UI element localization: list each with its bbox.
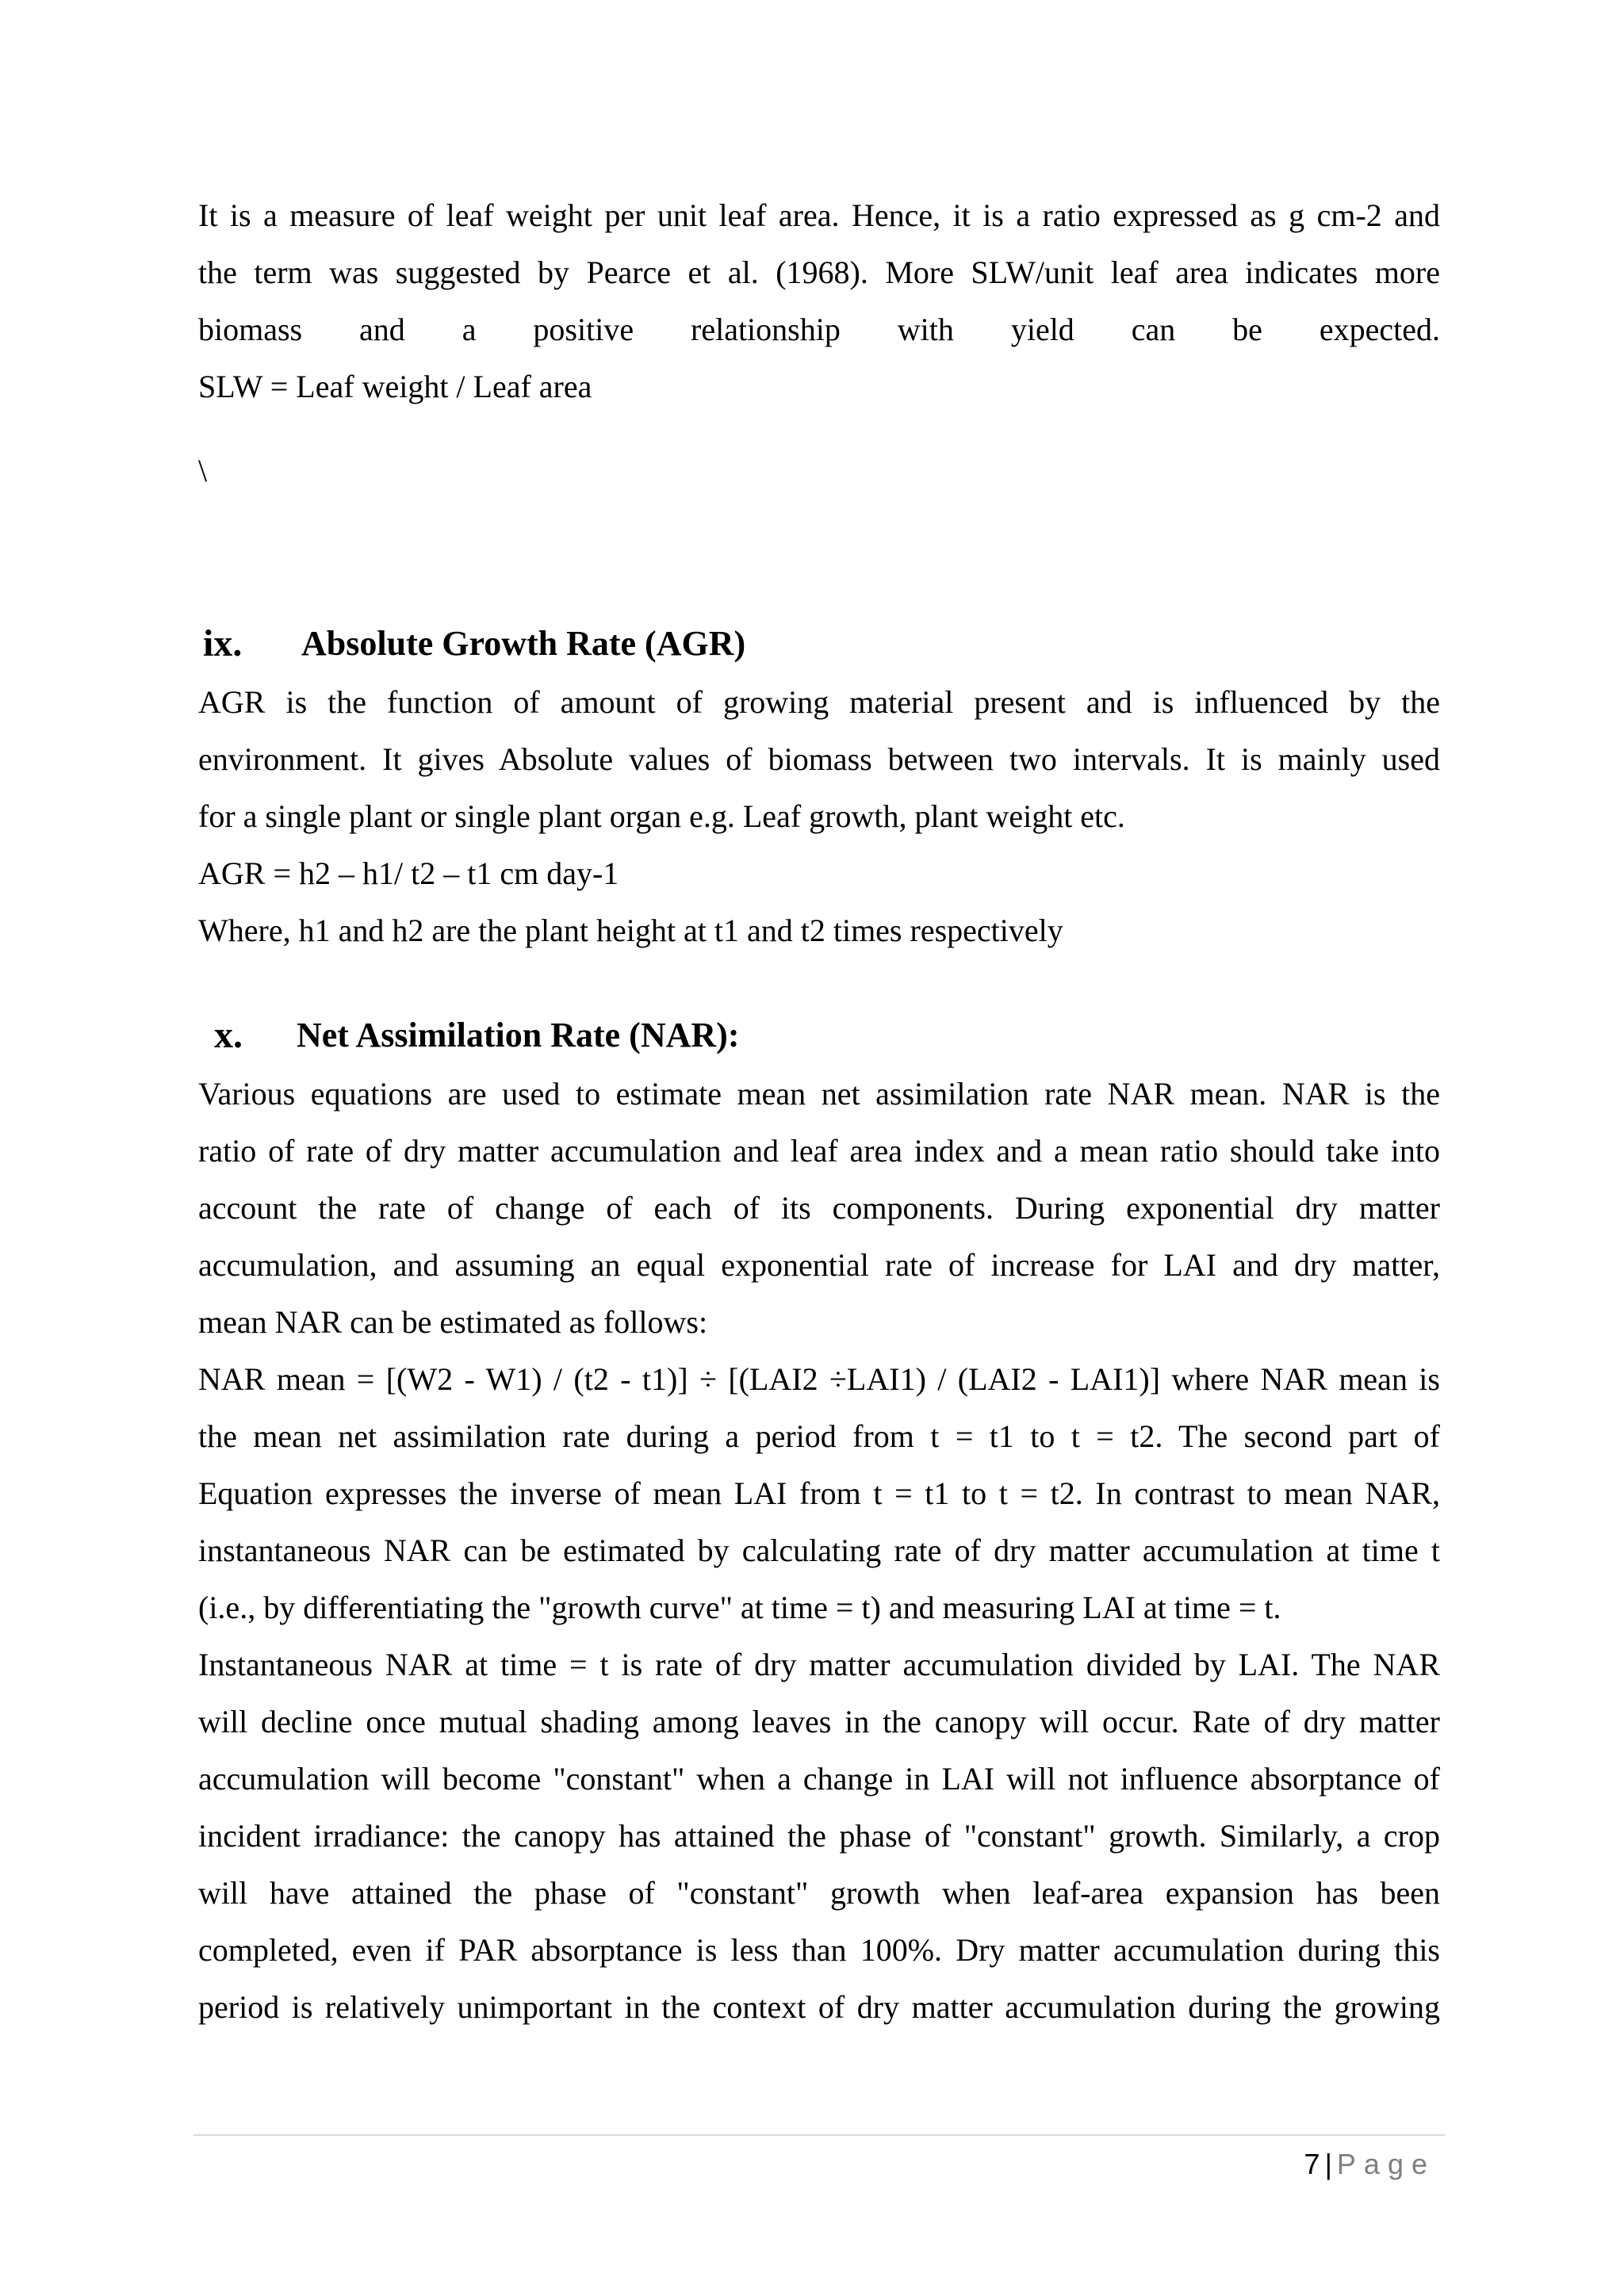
slw-line-1: It is a measure of leaf weight per unit leaf area. Hence, it is a ratio expressed as g cm-2 and <box>198 197 1440 233</box>
slw-line-3: biomass and a positive relationship with yield can be expected. <box>198 312 1440 347</box>
nar-p3-line-2: will decline once mutual shading among leaves in the canopy will occur. Rate of dry matter <box>198 1704 1440 1739</box>
nar-heading <box>198 1004 1440 1066</box>
nar-p1-line-4: accumulation, and assuming an equal exponential rate of increase for LAI and dry matter, <box>198 1247 1440 1283</box>
page-number: 7 <box>1304 2148 1320 2180</box>
agr-heading-number: ix. <box>203 622 243 664</box>
agr-heading <box>198 612 1440 674</box>
nar-p1-line-5: mean NAR can be estimated as follows: <box>198 1304 708 1340</box>
nar-p1-line-3: account the rate of change of each of its components. During exponential dry matter <box>198 1190 1440 1226</box>
nar-p3-line-7: period is relatively unimportant in the context of dry matter accumulation during the growing <box>198 1989 1440 2025</box>
slw-formula: SLW = Leaf weight / Leaf area <box>198 369 592 404</box>
agr-formula: AGR = h2 – h1/ t2 – t1 cm day-1 <box>198 855 619 891</box>
footer-divider <box>193 2134 1445 2136</box>
nar-p2-line-5: (i.e., by differentiating the "growth curve" at time = t) and measuring LAI at time = t. <box>198 1590 1281 1625</box>
page-label: Page <box>1336 2148 1435 2180</box>
nar-p2-line-3: Equation expresses the inverse of mean LAI from t = t1 to t = t2. In contrast to mean NAR, <box>198 1475 1440 1511</box>
nar-p3-line-5: will have attained the phase of "constant" growth when leaf-area expansion has been <box>198 1875 1440 1911</box>
agr-line-1: AGR is the function of amount of growing material present and is influenced by the <box>198 684 1440 720</box>
agr-line-3: for a single plant or single plant organ e.g. Leaf growth, plant weight etc. <box>198 798 1125 834</box>
nar-paragraph-2 <box>198 1351 1440 1636</box>
nar-heading-title: Net Assimilation Rate (NAR): <box>297 1015 740 1054</box>
footer-separator: | <box>1324 2148 1332 2180</box>
agr-paragraph <box>198 674 1440 959</box>
agr-heading-title: Absolute Growth Rate (AGR) <box>301 623 746 663</box>
nar-p3-line-1: Instantaneous NAR at time = t is rate of dry matter accumulation divided by LAI. The NAR <box>198 1647 1440 1682</box>
nar-p1-line-2: ratio of rate of dry matter accumulation and leaf area index and a mean ratio should take into <box>198 1133 1440 1169</box>
nar-p3-line-3: accumulation will become "constant" when a change in LAI will not influence absorptance of <box>198 1761 1440 1797</box>
stray-backslash: \ <box>198 453 208 488</box>
agr-where: Where, h1 and h2 are the plant height at t1 and t2 times respectively <box>198 913 1063 948</box>
nar-heading-number: x. <box>214 1013 243 1056</box>
page-content <box>198 187 1440 2036</box>
nar-paragraph-3 <box>198 1636 1440 2036</box>
nar-p1-line-1: Various equations are used to estimate mean net assimilation rate NAR mean. NAR is the <box>198 1076 1440 1112</box>
slw-paragraph <box>198 187 1440 415</box>
nar-p2-line-4: instantaneous NAR can be estimated by calculating rate of dry matter accumulation at time t <box>198 1533 1440 1568</box>
nar-p2-line-2: the mean net assimilation rate during a period from t = t1 to t = t2. The second part of <box>198 1418 1440 1454</box>
page-footer <box>1304 2144 1435 2185</box>
slw-line-2: the term was suggested by Pearce et al. (1968). More SLW/unit leaf area indicates more <box>198 254 1440 290</box>
nar-p3-line-6: completed, even if PAR absorptance is less than 100%. Dry matter accumulation during this <box>198 1932 1440 1968</box>
agr-line-2: environment. It gives Absolute values of biomass between two intervals. It is mainly used <box>198 741 1440 777</box>
nar-p2-line-1: NAR mean = [(W2 - W1) / (t2 - t1)] ÷ [(LAI2 ÷LAI1) / (LAI2 - LAI1)] where NAR mean is <box>198 1361 1440 1397</box>
nar-paragraph-1 <box>198 1066 1440 1351</box>
nar-p3-line-4: incident irradiance: the canopy has attained the phase of "constant" growth. Similarly, a crop <box>198 1818 1440 1854</box>
